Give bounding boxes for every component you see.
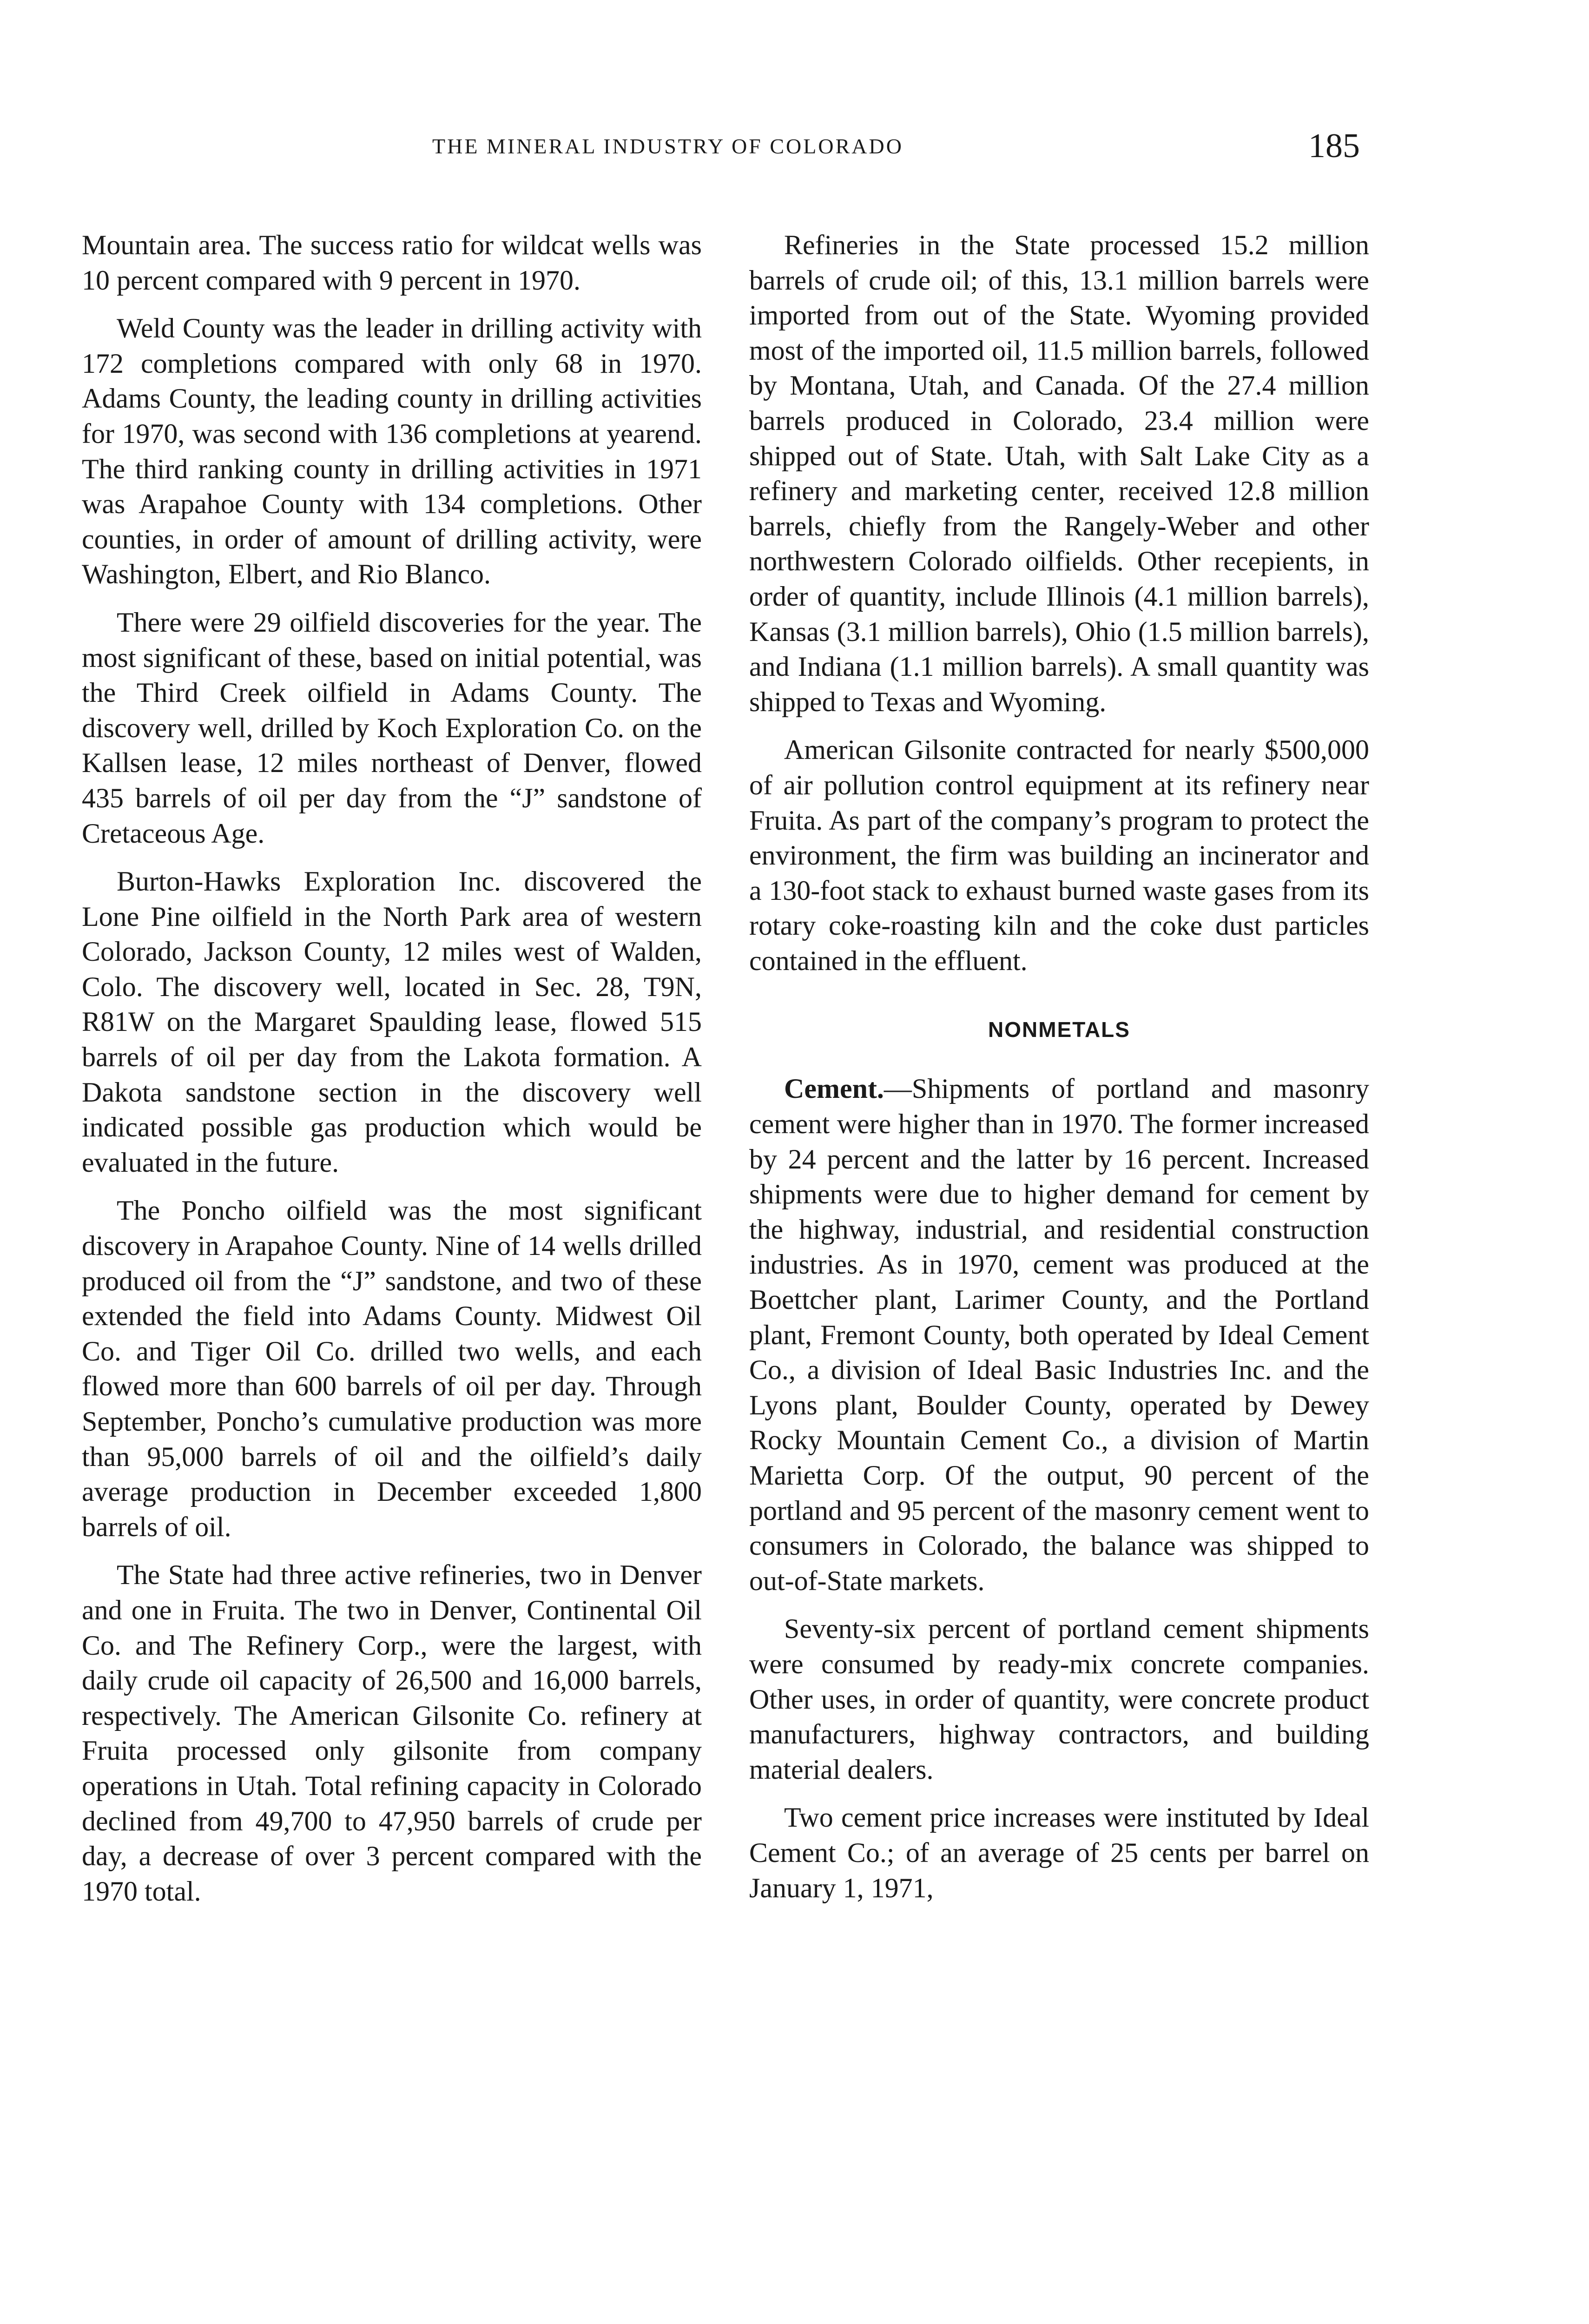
paragraph: Weld County was the leader in drilling activity with 172 completions compared with only 68 in 1970. Adams County, the leading county in drilling activities for 1970, was second with 136 completions at yearend. The third ranking county in drilling activities in 1971 was Arapahoe County with 134 completions. Other counties, in order of amount of drilling activity, were Washington, Elbert, and Rio Blanco. bbox=[82, 313, 702, 590]
paragraph: Refineries in the State processed 15.2 million barrels of crude oil; of this, 13.1 million barrels were imported from out of the State. Wyoming provided most of the imported oil, 11.5 million barrels, followed by Montana, Utah, and Canada. Of the 27.4 million barrels produced in Colorado, 23.4 million were shipped out of State. Utah, with Salt Lake City as a refinery and marketing center, received 12.8 million barrels, chiefly from the Rangely-Weber and other northwestern Colorado oilfields. Other recepients, in order of quantity, include Illinois (4.1 million barrels), Kansas (3.1 million barrels), Ohio (1.5 million barrels), and Indiana (1.1 million barrels). A small quantity was shipped to Texas and Wyoming. bbox=[749, 230, 1369, 717]
paragraph: There were 29 oilfield discoveries for the year. The most significant of these, based on initial potential, was the Third Creek oilfield in Adams County. The discovery well, drilled by Koch Exploration Co. on the Kallsen lease, 12 miles northeast of Denver, flowed 435 barrels of oil per day from the “J” sandstone of Cretaceous Age. bbox=[82, 607, 702, 849]
running-title: THE MINERAL INDUSTRY OF COLORADO bbox=[432, 134, 903, 158]
paragraph: The Poncho oilfield was the most significant discovery in Arapahoe County. Nine of 14 wells drilled produced oil from the “J” sandstone, and two of these extended the field into Adams County. Midwest Oil Co. and Tiger Oil Co. drilled two wells, and each flowed more than 600 barrels of oil per day. Through September, Poncho’s cumulative production was more than 95,000 barrels of oil and the oilfield’s daily average production in December exceeded 1,800 barrels of oil. bbox=[82, 1195, 702, 1542]
running-head bbox=[0, 127, 1589, 171]
paragraph: The State had three active refineries, two in Denver and one in Fruita. The two in Denver, Continental Oil Co. and The Refinery Corp., were the largest, with daily crude oil capacity of 26,500 and 16,000 barrels, respectively. The American Gilsonite Co. refinery at Fruita processed only gilsonite from company operations in Utah. Total refining capacity in Colorado declined from 49,700 to 47,950 barrels of crude per day, a decrease of over 3 percent compared with the 1970 total. bbox=[82, 1559, 702, 1907]
cement-text: —Shipments of portland and masonry cement were higher than in 1970. The former increased by 24 percent and the latter by 16 percent. Increased shipments were due to higher demand for cement by the highway, industrial, and residential construction industries. As in 1970, cement was produced at the Boettcher plant, Larimer County, and the Portland plant, Fremont County, both operated by Ideal Cement Co., a division of Ideal Basic Industries Inc. and the Lyons plant, Boulder County, operated by Dewey Rocky Mountain Cement Co., a division of Martin Marietta Corp. Of the output, 90 percent of the portland and 95 percent of the masonry cement went to consumers in Colorado, the balance was shipped to out-of-State markets. bbox=[749, 1073, 1369, 1596]
paragraph: Seventy-six percent of portland cement shipments were consumed by ready-mix concrete companies. Other uses, in order of quantity, were concrete product manufacturers, highway contractors, and building material dealers. bbox=[749, 1613, 1369, 1785]
right-column bbox=[749, 228, 1369, 1919]
section-heading: NONMETALS bbox=[988, 1017, 1130, 1042]
paragraph: Mountain area. The success ratio for wildcat wells was 10 percent compared with 9 percent in 1970. bbox=[82, 230, 702, 296]
cement-runin-heading: Cement. bbox=[784, 1073, 884, 1104]
paragraph: Two cement price increases were instituted by Ideal Cement Co.; of an average of 25 cents per barrel on January 1, 1971, bbox=[749, 1802, 1369, 1903]
paragraph: American Gilsonite contracted for nearly $500,000 of air pollution control equipment at its refinery near Fruita. As part of the company’s program to protect the environment, the firm was building an incinerator and a 130-foot stack to exhaust burned waste gases from its rotary coke-roasting kiln and the coke dust particles contained in the effluent. bbox=[749, 734, 1369, 976]
left-column bbox=[82, 228, 702, 1922]
cement-paragraph bbox=[749, 1071, 1369, 1598]
page-number: 185 bbox=[1308, 127, 1360, 165]
paragraph: Burton-Hawks Exploration Inc. discovered the Lone Pine oilfield in the North Park area of western Colorado, Jackson County, 12 miles west of Walden, Colo. The discovery well, located in Sec. 28, T9N, R81W on the Margaret Spaulding lease, flowed 515 barrels of oil per day from the Lakota formation. A Dakota sandstone section in the discovery well indicated possible gas production which would be evaluated in the future. bbox=[82, 866, 702, 1178]
